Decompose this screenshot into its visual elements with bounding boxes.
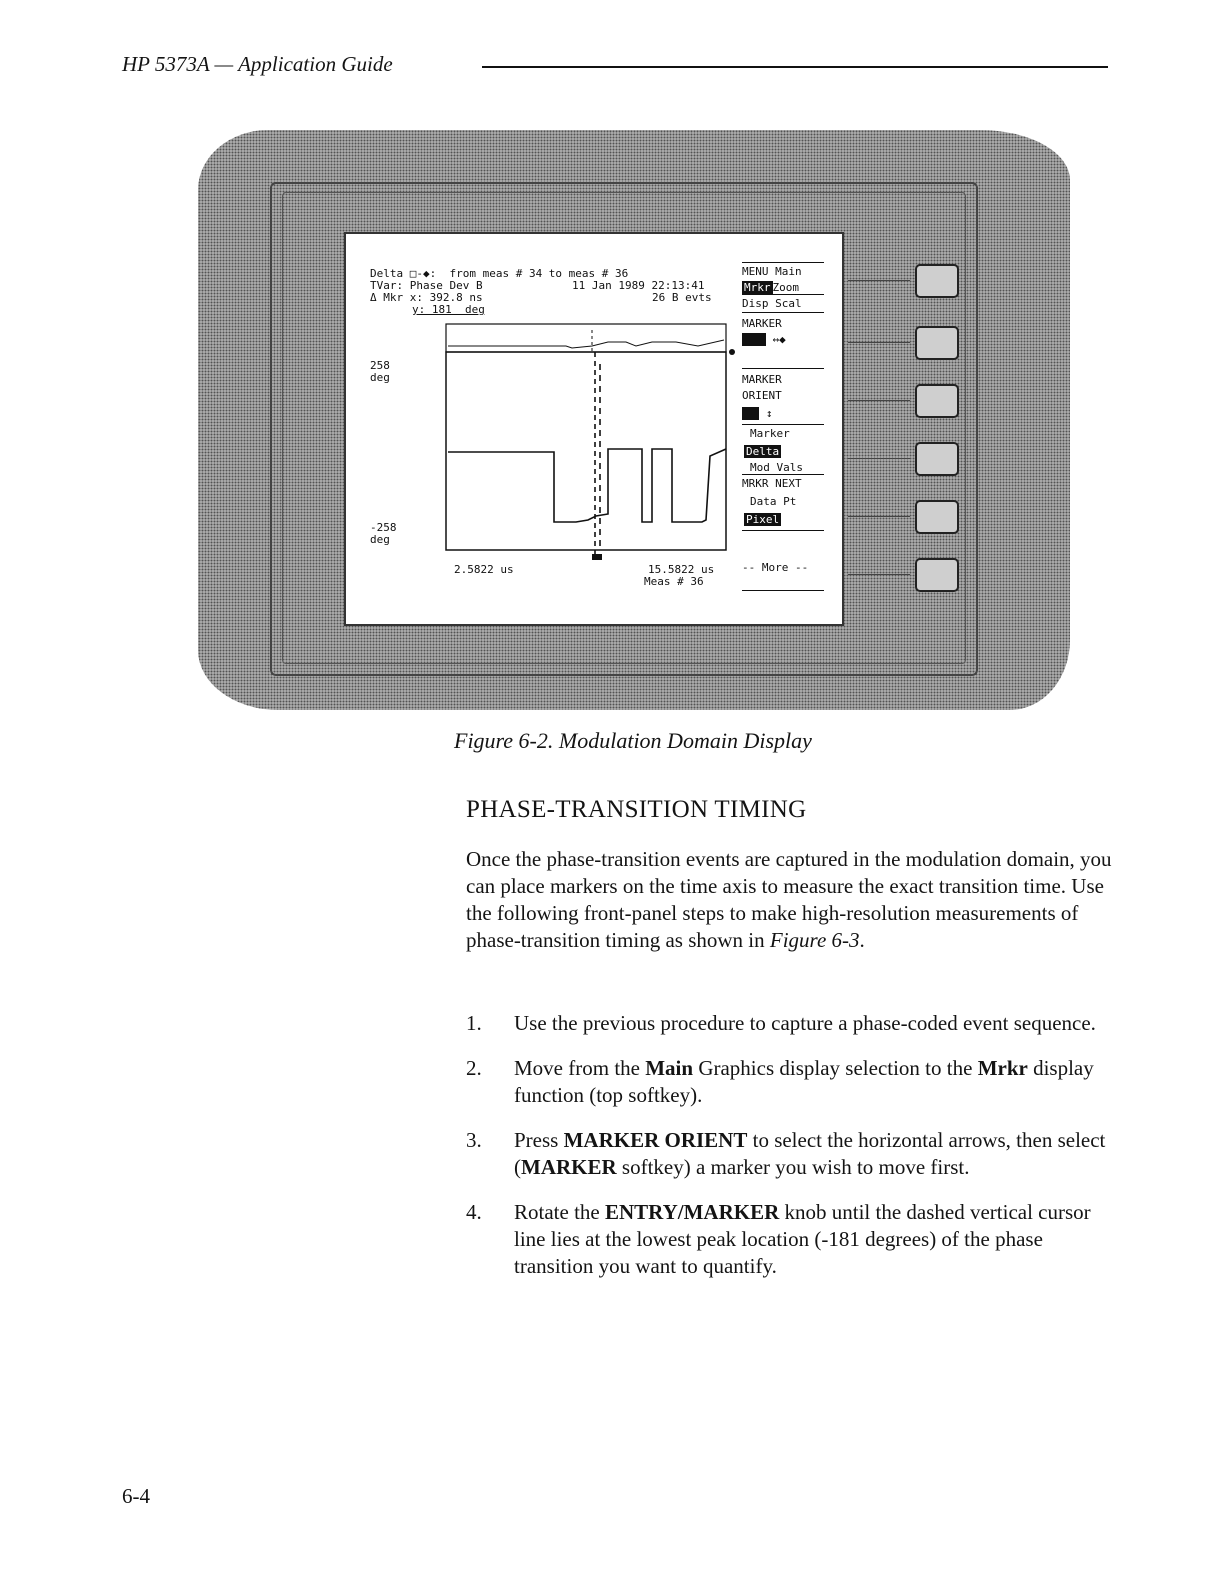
figure-photo	[198, 130, 1070, 710]
phase-trace	[448, 449, 726, 522]
x-axis-start: 2.5822 us	[454, 563, 514, 576]
orient-selector[interactable]	[742, 408, 773, 420]
marker-symbol	[592, 554, 602, 560]
step-item	[466, 1055, 1126, 1109]
pixel-highlight[interactable]: Pixel	[746, 513, 780, 526]
marker-orient-line1[interactable]: MARKER	[742, 373, 782, 386]
softkey-lead-line	[848, 516, 910, 517]
y-axis-top-value: 258	[370, 359, 390, 372]
step-number: 4.	[466, 1200, 482, 1224]
intro-paragraph	[466, 846, 1126, 954]
step-text: Graphics display selection to the	[693, 1056, 978, 1080]
softkey-2-button[interactable]	[915, 326, 959, 360]
menu-main-label[interactable]: MENU Main	[742, 265, 802, 278]
screen-timestamp: 11 Jan 1989 22:13:41	[572, 279, 705, 292]
softkey-3-button[interactable]	[915, 384, 959, 418]
figure-reference: Figure 6-3	[769, 928, 860, 952]
menu-divider	[742, 312, 824, 313]
screen-tvar: TVar: Phase Dev B	[370, 279, 483, 292]
softkey-menu	[742, 264, 824, 604]
screen-mkr-x: Δ Mkr x: 392.8 ns	[370, 291, 483, 304]
screen-events: 26 B evts	[652, 291, 712, 304]
step-number: 3.	[466, 1128, 482, 1152]
softkey-1-button[interactable]	[915, 264, 959, 298]
overview-strip	[446, 324, 726, 352]
menu-divider	[742, 424, 824, 425]
softkey-4-button[interactable]	[915, 442, 959, 476]
marker-selected-box	[742, 333, 766, 346]
delta-option[interactable]	[744, 446, 781, 458]
overview-trace	[448, 340, 724, 348]
page-number: 6-4	[122, 1484, 150, 1508]
step-text: Use the previous procedure to capture a phase-coded event sequence.	[514, 1011, 1096, 1035]
softkey-lead-line	[848, 574, 910, 575]
marker-orient-line2[interactable]: ORIENT	[742, 389, 782, 402]
intro-text: Once the phase-transition events are captured in the modulation domain, you can place markers on the time axis to measure the exact transition time. Use the following front-panel steps to make high-resolution measurements of phase-transition timing as shown in	[466, 847, 1112, 952]
screen-mkr-y: y: 181 deg	[412, 303, 485, 316]
procedure-steps	[466, 1010, 1126, 1298]
step-keyword: Mrkr	[977, 1056, 1028, 1080]
y-axis-top-unit: deg	[370, 371, 390, 384]
mrkr-item[interactable]	[742, 282, 799, 294]
menu-divider	[742, 294, 824, 295]
step-text: softkey) a marker you wish to move first.	[616, 1155, 970, 1179]
softkey-lead-line	[848, 280, 910, 281]
page-header	[122, 52, 1108, 84]
disp-scal-item[interactable]: Disp Scal	[742, 297, 802, 310]
menu-divider	[742, 474, 824, 475]
marker-mode-label[interactable]: Marker	[750, 427, 790, 440]
orient-selected-box	[742, 407, 759, 420]
y-axis-bottom-unit: deg	[370, 533, 390, 546]
menu-divider	[742, 262, 824, 263]
menu-divider	[742, 530, 824, 531]
softkey-lead-line	[848, 400, 910, 401]
step-keyword: Main	[645, 1056, 694, 1080]
header-rule	[482, 66, 1108, 68]
step-text: Press	[514, 1128, 564, 1152]
step-text: Rotate the	[514, 1200, 605, 1224]
step-number: 2.	[466, 1056, 482, 1080]
step-text: knob until the dashed vertical cursor line lies at the lowest peak location (-181 degrees) of the phase transition you want to quantify.	[514, 1200, 1091, 1278]
step-keyword: MARKER	[521, 1155, 617, 1179]
more-softkey-label[interactable]: -- More --	[742, 561, 809, 574]
mod-vals-option[interactable]: Mod Vals	[750, 461, 803, 474]
step-keyword: ENTRY/MARKER	[604, 1200, 780, 1224]
instrument-screen	[344, 232, 844, 626]
step-text: to select the horizontal arrows, then select (	[514, 1128, 1106, 1179]
step-text: Move from the	[514, 1056, 646, 1080]
pixel-option[interactable]	[744, 514, 781, 526]
step-number: 1.	[466, 1011, 482, 1035]
softkey-lead-line	[848, 342, 910, 343]
orient-vertical-icon: ↕	[765, 407, 773, 420]
step-item	[466, 1199, 1126, 1280]
intro-text-end: .	[859, 928, 865, 952]
softkey-lead-line	[848, 458, 910, 459]
step-text: display function (top softkey).	[514, 1056, 1094, 1107]
section-heading: PHASE-TRANSITION TIMING	[466, 796, 807, 823]
softkey-5-button[interactable]	[915, 500, 959, 534]
step-item	[466, 1127, 1126, 1181]
active-marker-dot	[729, 349, 735, 355]
marker-arrow-icon: ↔◆	[772, 333, 786, 346]
y-axis-bottom-value: -258	[370, 521, 397, 534]
marker-selector[interactable]	[742, 334, 786, 346]
data-pt-option[interactable]: Data Pt	[750, 495, 797, 508]
screen-delta-line: Delta □-◆: from meas # 34 to meas # 36	[370, 267, 629, 280]
marker-softkey-label[interactable]: MARKER	[742, 317, 782, 330]
mrkr-next-label[interactable]: MRKR NEXT	[742, 477, 802, 490]
step-keyword: MARKER ORIENT	[563, 1128, 748, 1152]
meas-number: Meas # 36	[644, 575, 704, 588]
figure-caption: Figure 6-2. Modulation Domain Display	[454, 728, 812, 753]
x-axis-end: 15.5822 us	[648, 563, 715, 576]
header-title: HP 5373A — Application Guide	[122, 52, 403, 77]
mrkr-highlight[interactable]: Mrkr	[744, 281, 771, 294]
menu-divider	[742, 368, 824, 369]
menu-divider	[742, 590, 824, 591]
softkey-6-button[interactable]	[915, 558, 959, 592]
delta-highlight[interactable]: Delta	[746, 445, 780, 458]
step-item	[466, 1010, 1126, 1037]
zoom-item[interactable]: Zoom	[772, 281, 799, 294]
